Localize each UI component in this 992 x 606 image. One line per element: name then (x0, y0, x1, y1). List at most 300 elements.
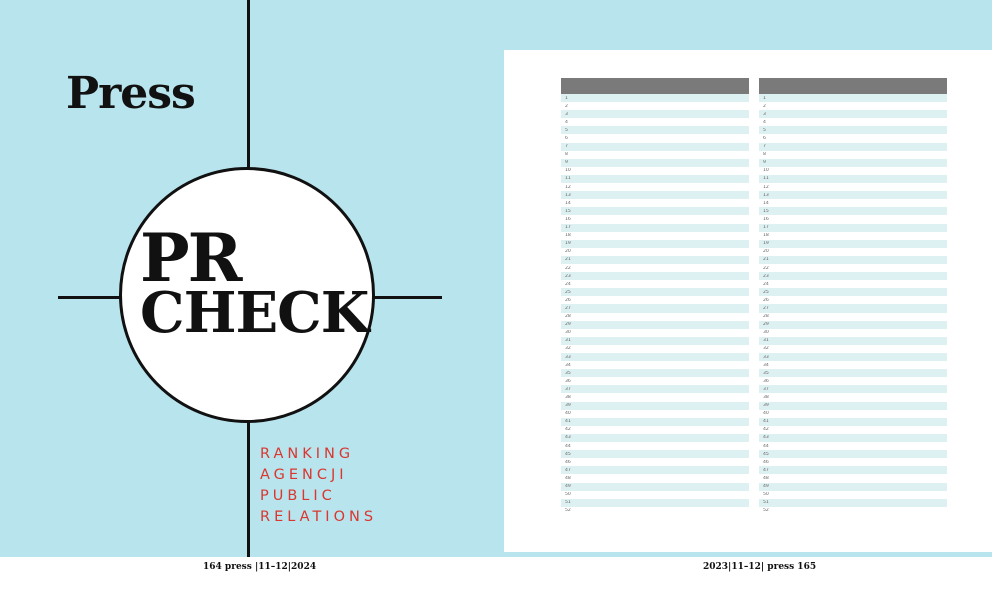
row-rank: 4 (763, 119, 766, 125)
row-name (561, 435, 679, 440)
row-name (561, 298, 679, 303)
ranking-subtitle (260, 444, 377, 528)
crosshair-horizontal-left (58, 296, 122, 299)
row-rank: 9 (763, 160, 766, 166)
table-row (561, 191, 749, 199)
table-row (561, 272, 749, 280)
row-name (759, 298, 877, 303)
table-row (759, 369, 947, 377)
row-rank: 2 (763, 103, 766, 109)
row-name (759, 225, 877, 230)
subtitle-line: PUBLIC (260, 488, 336, 504)
row-name (561, 136, 679, 141)
row-name (561, 201, 679, 206)
table-row (561, 329, 749, 337)
row-rank: 24 (565, 281, 571, 287)
pr-check-logo-pr: PR (140, 219, 241, 297)
table-row (561, 507, 749, 515)
row-rank: 6 (763, 136, 766, 142)
row-name (759, 314, 877, 319)
table-body (561, 94, 749, 515)
table-row (759, 199, 947, 207)
row-rank: 32 (565, 346, 571, 352)
row-rank: 20 (565, 249, 571, 255)
table-row (561, 337, 749, 345)
table-row (759, 134, 947, 142)
row-rank: 7 (763, 144, 766, 150)
row-rank: 32 (763, 346, 769, 352)
row-name (759, 144, 877, 149)
row-name (561, 444, 679, 449)
row-name (759, 104, 877, 109)
row-rank: 50 (763, 492, 769, 498)
row-name (561, 371, 679, 376)
row-rank: 8 (565, 152, 568, 158)
table-row (759, 126, 947, 134)
subtitle-line: AGENCJI (260, 467, 348, 483)
row-rank: 36 (565, 378, 571, 384)
row-name (759, 266, 877, 271)
table-row (561, 361, 749, 369)
table-row (561, 207, 749, 215)
table-row (561, 353, 749, 361)
row-name (759, 290, 877, 295)
row-name (561, 492, 679, 497)
subtitle-line: RANKING (260, 446, 355, 462)
table-row (759, 402, 947, 410)
row-rank: 31 (565, 338, 571, 344)
row-rank: 3 (565, 111, 568, 117)
row-rank: 31 (763, 338, 769, 344)
table-row (759, 288, 947, 296)
row-rank: 39 (565, 403, 571, 409)
row-rank: 52 (763, 508, 769, 514)
row-rank: 10 (565, 168, 571, 174)
row-rank: 33 (763, 354, 769, 360)
table-row (561, 232, 749, 240)
row-name (759, 355, 877, 360)
row-name (759, 249, 877, 254)
row-rank: 6 (565, 136, 568, 142)
row-name (759, 435, 877, 440)
row-name (561, 379, 679, 384)
row-rank: 47 (565, 467, 571, 473)
row-name (561, 241, 679, 246)
row-rank: 34 (763, 362, 769, 368)
row-rank: 42 (763, 427, 769, 433)
row-name (561, 306, 679, 311)
crosshair-vertical-top (247, 0, 250, 170)
row-name (759, 363, 877, 368)
row-name (759, 185, 877, 190)
row-rank: 20 (763, 249, 769, 255)
row-name (759, 306, 877, 311)
table-row (759, 385, 947, 393)
row-name (759, 387, 877, 392)
row-name (759, 160, 877, 165)
row-rank: 11 (763, 176, 769, 182)
row-name (561, 484, 679, 489)
row-name (759, 403, 877, 408)
row-rank: 1 (565, 95, 568, 101)
row-name (561, 395, 679, 400)
table-row (759, 483, 947, 491)
row-rank: 14 (565, 200, 571, 206)
row-rank: 46 (763, 459, 769, 465)
row-name (759, 274, 877, 279)
table-row (561, 175, 749, 183)
table-row (561, 499, 749, 507)
table-row (561, 143, 749, 151)
row-rank: 23 (565, 273, 571, 279)
row-rank: 47 (763, 467, 769, 473)
row-rank: 44 (565, 443, 571, 449)
table-row (561, 402, 749, 410)
row-name (759, 217, 877, 222)
row-name (759, 411, 877, 416)
table-row (561, 110, 749, 118)
table-row (759, 272, 947, 280)
row-rank: 13 (565, 192, 571, 198)
pr-check-logo-check: CHECK (140, 280, 369, 346)
row-name (561, 249, 679, 254)
row-name (561, 452, 679, 457)
row-name (759, 508, 877, 513)
table-row (561, 304, 749, 312)
row-name (759, 176, 877, 181)
row-name (759, 257, 877, 262)
row-name (561, 96, 679, 101)
row-name (759, 500, 877, 505)
row-name (561, 468, 679, 473)
table-header (561, 78, 749, 94)
row-name (759, 476, 877, 481)
table-row (759, 393, 947, 401)
row-rank: 15 (763, 208, 769, 214)
row-name (561, 419, 679, 424)
table-row (561, 215, 749, 223)
row-name (561, 120, 679, 125)
row-rank: 29 (763, 322, 769, 328)
row-rank: 15 (565, 208, 571, 214)
row-rank: 27 (565, 305, 571, 311)
table-row (561, 94, 749, 102)
row-name (759, 136, 877, 141)
table-row (561, 296, 749, 304)
row-name (759, 460, 877, 465)
table-row (759, 410, 947, 418)
table-row (759, 313, 947, 321)
row-name (561, 330, 679, 335)
table-row (759, 264, 947, 272)
row-rank: 41 (763, 419, 769, 425)
table-row (561, 458, 749, 466)
table-row (759, 418, 947, 426)
table-row (759, 175, 947, 183)
row-rank: 36 (763, 378, 769, 384)
table-row (561, 418, 749, 426)
table-row (759, 377, 947, 385)
row-rank: 48 (763, 475, 769, 481)
row-name (561, 160, 679, 165)
row-rank: 34 (565, 362, 571, 368)
table-row (759, 442, 947, 450)
row-name (561, 185, 679, 190)
table-row (561, 466, 749, 474)
row-rank: 17 (763, 225, 769, 231)
table-row (561, 151, 749, 159)
table-row (759, 118, 947, 126)
row-rank: 26 (763, 297, 769, 303)
row-name (561, 322, 679, 327)
row-name (561, 476, 679, 481)
row-rank: 37 (763, 386, 769, 392)
table-row (561, 442, 749, 450)
table-row (561, 118, 749, 126)
row-name (561, 411, 679, 416)
footer-strip (0, 557, 992, 606)
row-name (759, 96, 877, 101)
row-name (759, 193, 877, 198)
table-row (759, 248, 947, 256)
row-name (561, 460, 679, 465)
table-row (561, 369, 749, 377)
row-name (759, 209, 877, 214)
table-row (561, 248, 749, 256)
table-row (759, 499, 947, 507)
row-rank: 8 (763, 152, 766, 158)
row-rank: 10 (763, 168, 769, 174)
row-rank: 14 (763, 200, 769, 206)
row-name (561, 403, 679, 408)
row-rank: 43 (565, 435, 571, 441)
row-rank: 40 (763, 411, 769, 417)
row-rank: 45 (763, 451, 769, 457)
row-name (759, 233, 877, 238)
table-row (759, 191, 947, 199)
row-name (759, 468, 877, 473)
table-row (561, 491, 749, 499)
row-rank: 49 (763, 484, 769, 490)
row-name (561, 209, 679, 214)
table-row (759, 207, 947, 215)
row-name (759, 346, 877, 351)
row-rank: 12 (763, 184, 769, 190)
row-name (561, 266, 679, 271)
table-row (561, 183, 749, 191)
table-row (759, 450, 947, 458)
row-rank: 2 (565, 103, 568, 109)
row-name (561, 104, 679, 109)
row-name (561, 282, 679, 287)
table-row (561, 288, 749, 296)
row-name (561, 193, 679, 198)
row-rank: 40 (565, 411, 571, 417)
table-row (759, 94, 947, 102)
table-row (561, 393, 749, 401)
row-rank: 16 (763, 216, 769, 222)
row-rank: 19 (763, 241, 769, 247)
row-rank: 35 (565, 370, 571, 376)
table-row (561, 256, 749, 264)
row-name (759, 338, 877, 343)
row-name (759, 419, 877, 424)
table-row (759, 507, 947, 515)
table-row (759, 361, 947, 369)
row-rank: 43 (763, 435, 769, 441)
row-name (759, 492, 877, 497)
row-rank: 42 (565, 427, 571, 433)
row-rank: 48 (565, 475, 571, 481)
row-name (561, 363, 679, 368)
table-row (561, 321, 749, 329)
row-rank: 11 (565, 176, 571, 182)
row-rank: 38 (565, 395, 571, 401)
table-row (759, 458, 947, 466)
crosshair-vertical-bottom (247, 420, 250, 557)
table-row (759, 240, 947, 248)
table-row (561, 434, 749, 442)
row-rank: 9 (565, 160, 568, 166)
table-row (759, 151, 947, 159)
table-row (759, 474, 947, 482)
row-rank: 29 (565, 322, 571, 328)
table-row (759, 110, 947, 118)
row-name (759, 395, 877, 400)
row-name (759, 444, 877, 449)
row-rank: 25 (565, 289, 571, 295)
row-rank: 51 (565, 500, 571, 506)
table-row (561, 345, 749, 353)
table-row (759, 434, 947, 442)
row-name (561, 217, 679, 222)
row-rank: 3 (763, 111, 766, 117)
crosshair-horizontal-right (372, 296, 442, 299)
table-caption (759, 70, 947, 78)
row-name (759, 371, 877, 376)
row-name (561, 346, 679, 351)
table-row (759, 256, 947, 264)
table-row (561, 126, 749, 134)
table-row (759, 466, 947, 474)
row-name (759, 120, 877, 125)
table-row (561, 167, 749, 175)
table-row (759, 143, 947, 151)
row-rank: 35 (763, 370, 769, 376)
row-name (561, 500, 679, 505)
table-row (561, 426, 749, 434)
row-rank: 25 (763, 289, 769, 295)
table-row (759, 280, 947, 288)
row-rank: 46 (565, 459, 571, 465)
row-rank: 18 (565, 233, 571, 239)
row-rank: 49 (565, 484, 571, 490)
table-row (759, 102, 947, 110)
row-name (561, 128, 679, 133)
row-rank: 22 (565, 265, 571, 271)
row-rank: 52 (565, 508, 571, 514)
press-logo: Press (66, 68, 195, 119)
row-rank: 33 (565, 354, 571, 360)
table-row (759, 491, 947, 499)
table-row (759, 321, 947, 329)
row-rank: 30 (763, 330, 769, 336)
row-name (759, 379, 877, 384)
table-row (561, 280, 749, 288)
row-rank: 16 (565, 216, 571, 222)
row-rank: 27 (763, 305, 769, 311)
table-row (759, 159, 947, 167)
row-rank: 44 (763, 443, 769, 449)
row-name (561, 427, 679, 432)
ranking-table-right (759, 70, 947, 515)
table-row (759, 353, 947, 361)
row-name (759, 112, 877, 117)
row-rank: 13 (763, 192, 769, 198)
table-row (759, 167, 947, 175)
row-name (759, 201, 877, 206)
row-name (561, 152, 679, 157)
table-row (561, 474, 749, 482)
row-name (561, 338, 679, 343)
row-rank: 22 (763, 265, 769, 271)
row-name (561, 112, 679, 117)
row-name (561, 355, 679, 360)
row-name (561, 176, 679, 181)
row-rank: 28 (565, 314, 571, 320)
row-rank: 1 (763, 95, 766, 101)
row-rank: 26 (565, 297, 571, 303)
table-row (561, 450, 749, 458)
row-rank: 18 (763, 233, 769, 239)
table-row (561, 159, 749, 167)
row-rank: 50 (565, 492, 571, 498)
row-name (759, 330, 877, 335)
ranking-page (504, 50, 992, 552)
table-row (561, 264, 749, 272)
row-name (759, 128, 877, 133)
row-name (759, 282, 877, 287)
ranking-table-left (561, 70, 749, 515)
row-name (759, 152, 877, 157)
table-row (759, 296, 947, 304)
row-rank: 51 (763, 500, 769, 506)
subtitle-line: RELATIONS (260, 509, 378, 525)
table-caption (561, 70, 749, 78)
row-name (561, 274, 679, 279)
row-name (759, 168, 877, 173)
table-row (561, 410, 749, 418)
table-row (759, 183, 947, 191)
row-name (759, 427, 877, 432)
table-row (759, 426, 947, 434)
table-row (759, 304, 947, 312)
row-name (561, 225, 679, 230)
row-rank: 39 (763, 403, 769, 409)
row-name (561, 233, 679, 238)
row-name (759, 484, 877, 489)
row-name (759, 241, 877, 246)
row-rank: 19 (565, 241, 571, 247)
row-rank: 21 (565, 257, 571, 263)
row-rank: 30 (565, 330, 571, 336)
table-row (561, 134, 749, 142)
row-rank: 5 (565, 127, 568, 133)
row-name (759, 452, 877, 457)
row-rank: 37 (565, 386, 571, 392)
row-name (561, 144, 679, 149)
table-row (759, 329, 947, 337)
